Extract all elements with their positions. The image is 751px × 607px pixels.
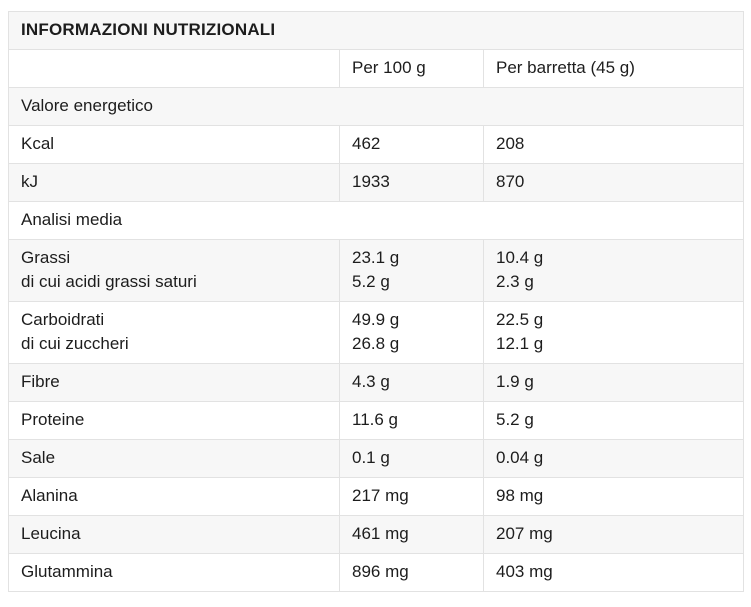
- per-barretta-value-cell: [484, 240, 744, 302]
- section-label: Valore energetico: [9, 88, 744, 126]
- cell-line: 98 mg: [496, 486, 544, 505]
- cell-line: di cui zuccheri: [21, 334, 129, 353]
- cell-line: Glutammina: [21, 562, 113, 581]
- per-barretta-value-cell: [484, 516, 744, 554]
- cell-line: 1.9 g: [496, 372, 534, 391]
- per-100g-value-cell: [340, 302, 484, 364]
- per-barretta-value-cell: [484, 402, 744, 440]
- cell-line: 5.2 g: [352, 272, 390, 291]
- table-row-header: [9, 50, 744, 88]
- table-row-data: [9, 126, 744, 164]
- per-100g-value-cell: [340, 554, 484, 592]
- table-row-section: [9, 88, 744, 126]
- table-row-data: [9, 554, 744, 592]
- per-100g-value-cell: [340, 364, 484, 402]
- table-row-data: [9, 364, 744, 402]
- nutrient-name-cell: [9, 240, 340, 302]
- cell-line: Fibre: [21, 372, 60, 391]
- table-row-data: [9, 240, 744, 302]
- nutrient-name-cell: [9, 302, 340, 364]
- section-label: Analisi media: [9, 202, 744, 240]
- cell-line: Proteine: [21, 410, 85, 429]
- per-barretta-value-cell: [484, 554, 744, 592]
- nutrient-name-cell: [9, 126, 340, 164]
- cell-line: 4.3 g: [352, 372, 390, 391]
- cell-line: di cui acidi grassi saturi: [21, 272, 197, 291]
- cell-line: Grassi: [21, 248, 71, 267]
- cell-line: 207 mg: [496, 524, 553, 543]
- row-label-header-cell: [9, 50, 340, 88]
- cell-line: Leucina: [21, 524, 81, 543]
- per-100g-value-cell: [340, 402, 484, 440]
- table-row-title: [9, 12, 744, 50]
- table-row-data: [9, 440, 744, 478]
- cell-line: 10.4 g: [496, 248, 544, 267]
- cell-line: Carboidrati: [21, 310, 105, 329]
- cell-line: 403 mg: [496, 562, 553, 581]
- per-100g-value-cell: [340, 126, 484, 164]
- cell-line: kJ: [21, 172, 38, 191]
- per-barretta-value-cell: [484, 126, 744, 164]
- nutrient-name-cell: [9, 554, 340, 592]
- per-100g-header-cell: Per 100 g: [340, 50, 484, 88]
- cell-line: 5.2 g: [496, 410, 534, 429]
- per-100g-value-cell: [340, 440, 484, 478]
- per-barretta-value-cell: [484, 440, 744, 478]
- table-row-section: [9, 202, 744, 240]
- nutrient-name-cell: [9, 478, 340, 516]
- nutrition-table-body: [9, 12, 744, 592]
- cell-line: 22.5 g: [496, 310, 544, 329]
- nutrient-name-cell: [9, 402, 340, 440]
- per-barretta-value-cell: [484, 478, 744, 516]
- cell-line: 12.1 g: [496, 334, 544, 353]
- cell-line: Alanina: [21, 486, 78, 505]
- per-100g-value-cell: [340, 478, 484, 516]
- nutrient-name-cell: [9, 364, 340, 402]
- per-100g-value-cell: [340, 240, 484, 302]
- cell-line: Kcal: [21, 134, 55, 153]
- table-row-data: [9, 516, 744, 554]
- nutrient-name-cell: [9, 440, 340, 478]
- table-row-data: [9, 302, 744, 364]
- per-100g-value-cell: [340, 516, 484, 554]
- cell-line: 49.9 g: [352, 310, 400, 329]
- cell-line: Sale: [21, 448, 56, 467]
- cell-line: 1933: [352, 172, 390, 191]
- cell-line: 11.6 g: [352, 410, 399, 429]
- cell-line: 896 mg: [352, 562, 409, 581]
- table-row-data: [9, 402, 744, 440]
- cell-line: 2.3 g: [496, 272, 534, 291]
- nutrient-name-cell: [9, 164, 340, 202]
- cell-line: 0.04 g: [496, 448, 544, 467]
- cell-line: 0.1 g: [352, 448, 390, 467]
- cell-line: 462: [352, 134, 381, 153]
- nutrition-table: [8, 11, 744, 592]
- cell-line: 23.1 g: [352, 248, 400, 267]
- table-title: INFORMAZIONI NUTRIZIONALI: [9, 12, 744, 50]
- nutrient-name-cell: [9, 516, 340, 554]
- per-barretta-header-cell: Per barretta (45 g): [484, 50, 744, 88]
- cell-line: 208: [496, 134, 525, 153]
- cell-line: 461 mg: [352, 524, 409, 543]
- per-barretta-value-cell: [484, 164, 744, 202]
- per-barretta-value-cell: [484, 364, 744, 402]
- cell-line: 870: [496, 172, 525, 191]
- table-row-data: [9, 164, 744, 202]
- per-barretta-value-cell: [484, 302, 744, 364]
- per-100g-value-cell: [340, 164, 484, 202]
- cell-line: 26.8 g: [352, 334, 400, 353]
- cell-line: 217 mg: [352, 486, 409, 505]
- table-row-data: [9, 478, 744, 516]
